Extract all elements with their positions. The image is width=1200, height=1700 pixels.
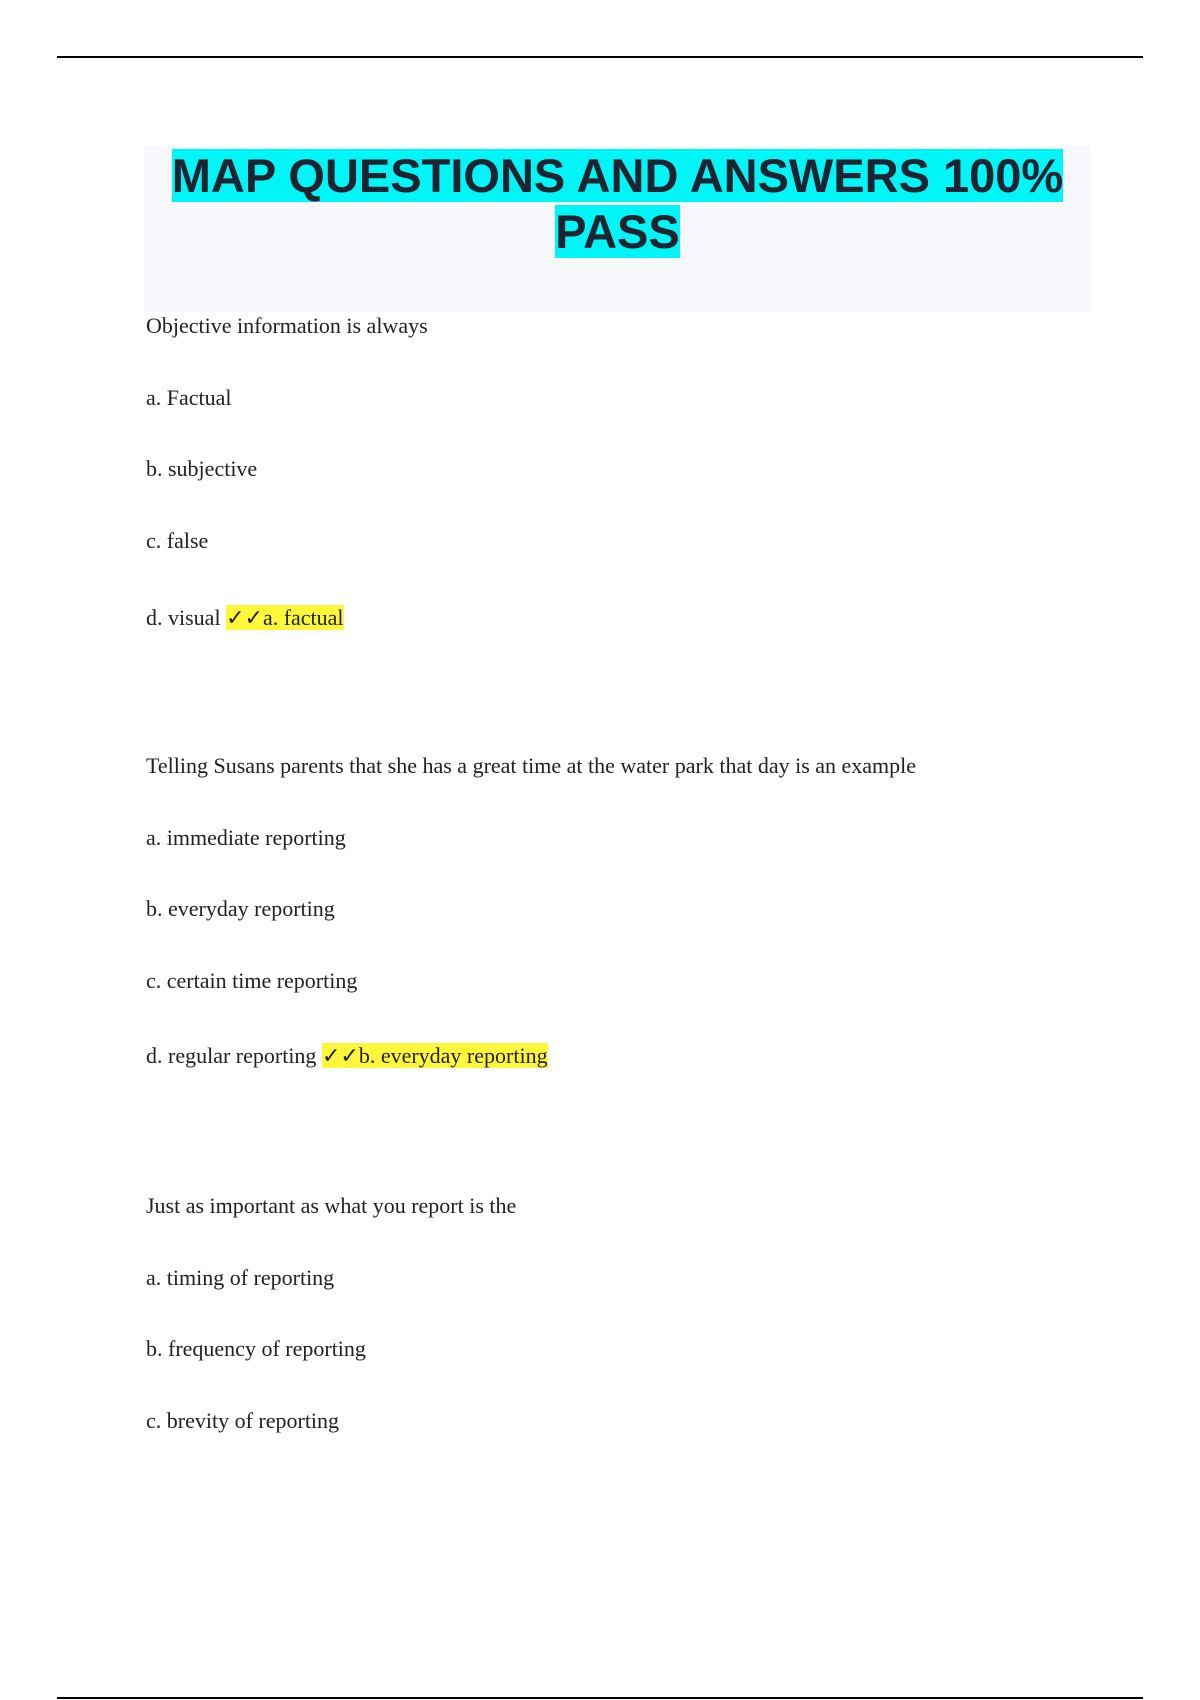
check-mark-icon: ✓✓: [321, 1044, 359, 1069]
question-2-option-d: d. regular reporting: [146, 1043, 317, 1068]
footer-rule: [57, 1697, 1143, 1699]
question-2-option-a: a. immediate reporting: [146, 825, 346, 850]
question-2-prompt: Telling Susans parents that she has a great time at the water park that day is an example: [146, 753, 917, 778]
question-1-option-a: a. Factual: [146, 385, 232, 410]
title-line-1: MAP QUESTIONS AND ANSWERS 100%: [171, 149, 1064, 202]
question-1-option-c: c. false: [146, 528, 209, 553]
question-1-prompt: Objective information is always: [146, 313, 428, 338]
question-3-option-b: b. frequency of reporting: [146, 1336, 366, 1361]
question-2-answer: [322, 1043, 548, 1068]
document-title: [144, 146, 1091, 260]
question-2-option-d-line: [146, 1042, 548, 1071]
question-2-option-c: c. certain time reporting: [146, 968, 358, 993]
question-3-option-a: a. timing of reporting: [146, 1265, 335, 1290]
question-1-option-b: b. subjective: [146, 456, 258, 481]
question-2-answer-text: b. everyday reporting: [358, 1043, 548, 1068]
check-mark-icon: ✓✓: [226, 606, 263, 631]
question-2-option-b: b. everyday reporting: [146, 896, 335, 921]
header-rule: [57, 56, 1143, 58]
question-1-answer-text: a. factual: [262, 605, 344, 630]
document-title-block: [144, 146, 1091, 312]
question-3-option-c: c. brevity of reporting: [146, 1408, 340, 1433]
title-line-2: PASS: [555, 205, 680, 258]
question-1-option-d-line: [146, 604, 344, 633]
question-3-prompt: Just as important as what you report is the: [146, 1193, 517, 1218]
question-1-option-d: d. visual: [146, 605, 221, 630]
question-1-answer: [226, 605, 343, 630]
